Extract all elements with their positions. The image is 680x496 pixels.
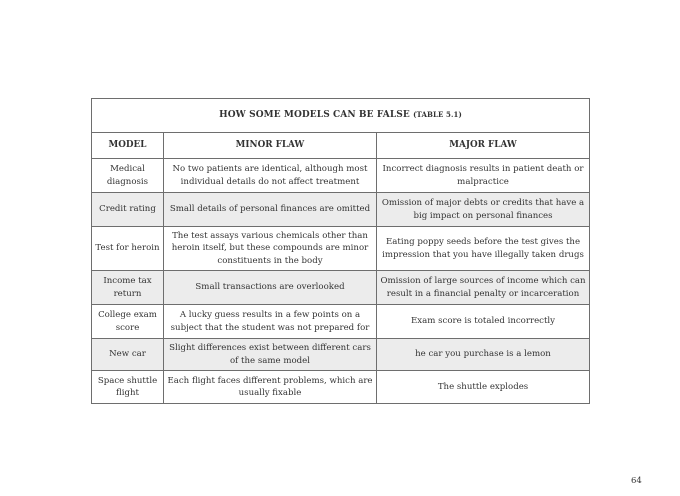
major-flaw-cell: Omission of major debts or credits that have a big impact on personal finances xyxy=(377,193,590,227)
model-cell: Medical diagnosis xyxy=(92,159,164,193)
table-title-row xyxy=(92,99,590,133)
page-number: 64 xyxy=(631,476,642,486)
model-cell: Space shuttle flight xyxy=(92,371,164,404)
table-title xyxy=(92,99,590,133)
column-header-model: MODEL xyxy=(92,133,164,159)
minor-flaw-cell: The test assays various chemicals other than heroin itself, but these compounds are minor constituents in the body xyxy=(164,227,377,271)
table-row xyxy=(92,371,590,404)
table-row xyxy=(92,339,590,371)
minor-flaw-cell: Small details of personal finances are omitted xyxy=(164,193,377,227)
table-row xyxy=(92,159,590,193)
model-cell: Test for heroin xyxy=(92,227,164,271)
major-flaw-cell: Omission of large sources of income which can result in a financial penalty or incarceration xyxy=(377,271,590,305)
major-flaw-cell: Incorrect diagnosis results in patient death or malpractice xyxy=(377,159,590,193)
model-cell: College exam score xyxy=(92,305,164,339)
table-header-row xyxy=(92,133,590,159)
minor-flaw-cell: Each flight faces different problems, which are usually fixable xyxy=(164,371,377,404)
column-header-major-flaw: MAJOR FLAW xyxy=(377,133,590,159)
minor-flaw-cell: Small transactions are overlooked xyxy=(164,271,377,305)
models-false-table xyxy=(91,98,590,404)
minor-flaw-cell: Slight differences exist between different cars of the same model xyxy=(164,339,377,371)
model-cell: Income tax return xyxy=(92,271,164,305)
major-flaw-cell: Exam score is totaled incorrectly xyxy=(377,305,590,339)
model-cell: Credit rating xyxy=(92,193,164,227)
table-row xyxy=(92,271,590,305)
table-row xyxy=(92,193,590,227)
column-header-minor-flaw: MINOR FLAW xyxy=(164,133,377,159)
table-row xyxy=(92,227,590,271)
table-title-ref: (TABLE 5.1) xyxy=(413,110,462,120)
minor-flaw-cell: A lucky guess results in a few points on a subject that the student was not prepared for xyxy=(164,305,377,339)
major-flaw-cell: he car you purchase is a lemon xyxy=(377,339,590,371)
table-row xyxy=(92,305,590,339)
minor-flaw-cell: No two patients are identical, although most individual details do not affect treatment xyxy=(164,159,377,193)
table-title-text: HOW SOME MODELS CAN BE FALSE xyxy=(219,110,410,121)
model-cell: New car xyxy=(92,339,164,371)
major-flaw-cell: Eating poppy seeds before the test gives the impression that you have illegally taken drugs xyxy=(377,227,590,271)
major-flaw-cell: The shuttle explodes xyxy=(377,371,590,404)
models-table-container xyxy=(91,98,589,404)
